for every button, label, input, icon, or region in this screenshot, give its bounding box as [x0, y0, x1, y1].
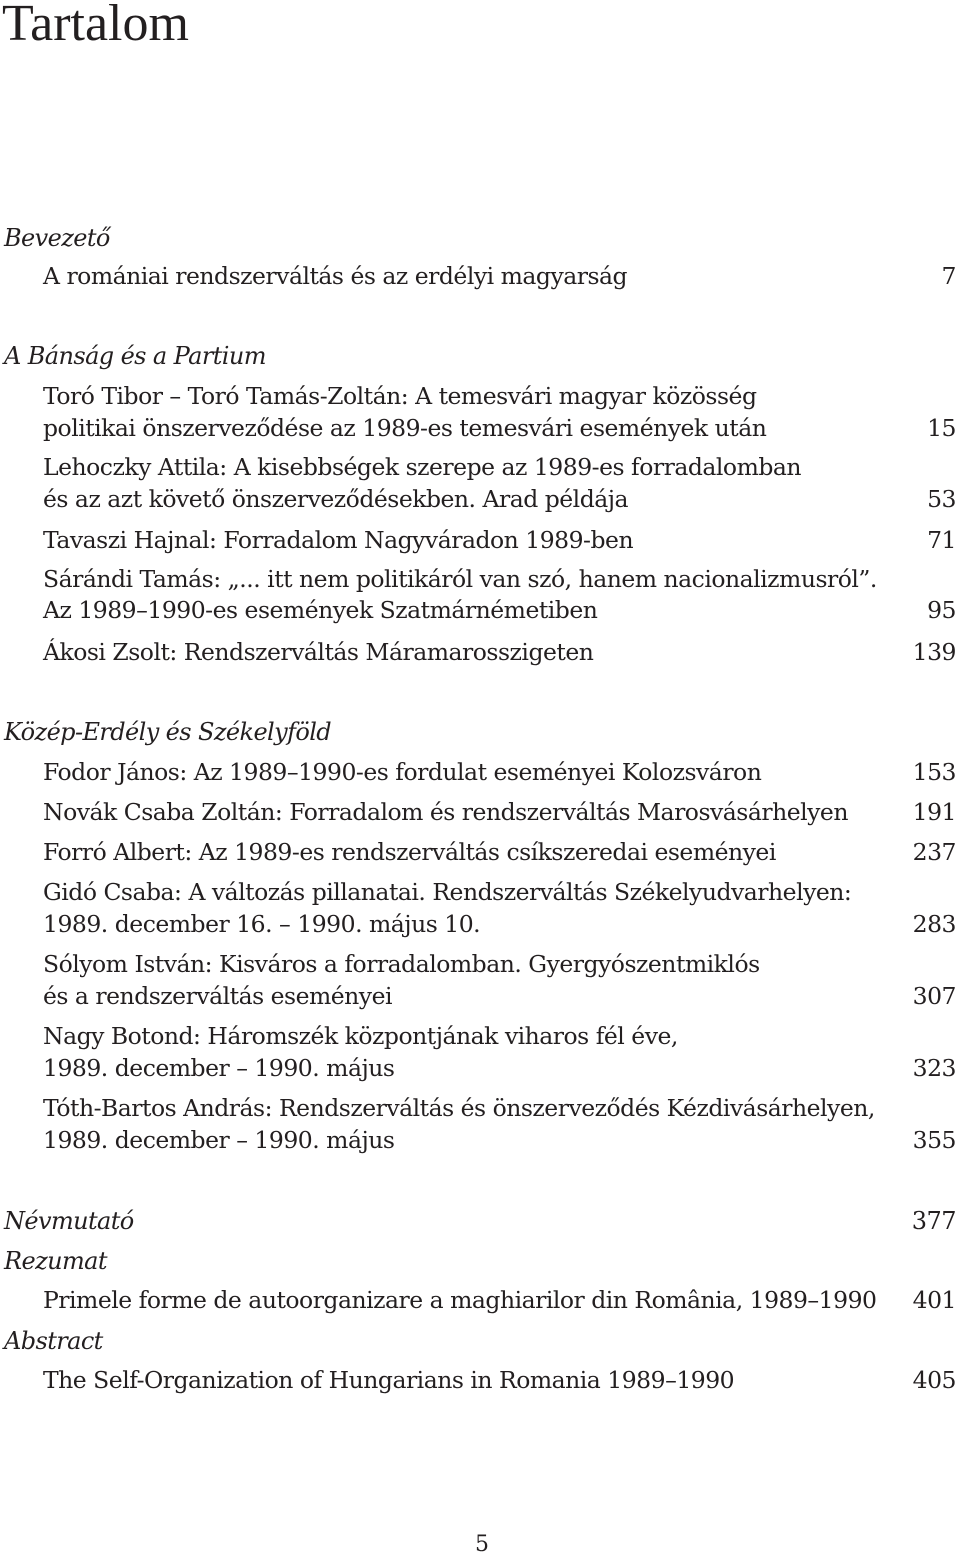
section-heading: Bevezető: [4, 224, 110, 252]
rezumat-entry[interactable]: [43, 1285, 956, 1317]
toc-entry[interactable]: [43, 381, 956, 444]
toc-entry-line: Lehoczky Attila: A kisebbségek szerepe az 1989-es forradalomban: [43, 453, 802, 481]
toc-entry-line: politikai önszerveződése az 1989-es temesvári események után 15: [43, 413, 956, 445]
toc-entry-line: The Self-Organization of Hungarians in Romania 1989–1990 405: [43, 1365, 956, 1397]
toc-entry-line: Ákosi Zsolt: Rendszerváltás Máramarosszigeten 139: [43, 637, 956, 669]
toc-entry-page-number: 7: [941, 262, 956, 290]
toc-entry-page-number: 283: [912, 909, 956, 938]
abstract-heading: Abstract: [4, 1327, 103, 1355]
index-entry[interactable]: [4, 1205, 956, 1237]
toc-entry-line: Gidó Csaba: A változás pillanatai. Rendszerváltás Székelyudvarhelyen:: [43, 878, 852, 906]
section-heading: Közép-Erdély és Székelyföld: [4, 718, 332, 746]
toc-entry-line: Fodor János: Az 1989–1990-es fordulat eseményei Kolozsváron 153: [43, 757, 956, 789]
page-number: 5: [475, 1532, 489, 1557]
toc-entry-page-number: 139: [912, 638, 956, 666]
toc-entry-line: és a rendszerváltás eseményei 307: [43, 981, 956, 1013]
toc-entry[interactable]: [43, 797, 956, 829]
index-page-number: 377: [911, 1207, 956, 1235]
toc-entry-line: 1989. december – 1990. május 355: [43, 1125, 956, 1157]
toc-entry[interactable]: [43, 637, 956, 669]
toc-entry[interactable]: [43, 261, 956, 293]
toc-entry-page-number: 405: [912, 1366, 956, 1394]
section-heading: A Bánság és a Partium: [4, 342, 266, 370]
index-label: Névmutató: [4, 1207, 134, 1235]
toc-entry[interactable]: [43, 877, 956, 940]
toc-entry-line: Novák Csaba Zoltán: Forradalom és rendszerváltás Marosvásárhelyen 191: [43, 797, 956, 829]
toc-entry-line: Sárándi Tamás: „... itt nem politikáról van szó, hanem nacionalizmusról”.: [43, 565, 877, 593]
toc-entry[interactable]: [43, 1021, 956, 1084]
toc-entry-page-number: 71: [927, 526, 956, 554]
toc-entry-line: Primele forme de autoorganizare a maghiarilor din România, 1989–1990 401: [43, 1285, 956, 1317]
toc-entry[interactable]: [43, 837, 956, 869]
toc-entry-page-number: 191: [912, 798, 956, 826]
toc-entry[interactable]: [43, 757, 956, 789]
rezumat-heading: Rezumat: [4, 1247, 107, 1275]
toc-entry[interactable]: [43, 452, 956, 515]
toc-entry[interactable]: [43, 525, 956, 557]
toc-entry-page-number: 307: [912, 981, 956, 1010]
toc-entry-page-number: 95: [927, 596, 956, 624]
toc-entry-page-number: 15: [927, 413, 956, 442]
toc-entry-line: Nagy Botond: Háromszék központjának viharos fél éve,: [43, 1022, 678, 1050]
toc-entry-page-number: 401: [912, 1286, 956, 1314]
abstract-entry[interactable]: [43, 1365, 956, 1397]
toc-entry-page-number: 237: [912, 838, 956, 866]
toc-entry-line: Tóth-Bartos András: Rendszerváltás és önszerveződés Kézdivásárhelyen,: [43, 1094, 875, 1122]
toc-entry[interactable]: [43, 949, 956, 1012]
toc-entry-line: Tavaszi Hajnal: Forradalom Nagyváradon 1989-ben 71: [43, 525, 956, 557]
toc-entry-line: A romániai rendszerváltás és az erdélyi magyarság 7: [43, 261, 956, 293]
toc-entry-line: Az 1989–1990-es események Szatmárnémetiben 95: [43, 596, 956, 624]
toc-entry-line: 1989. december 16. – 1990. május 10. 283: [43, 909, 956, 941]
page-title: Tartalom: [2, 0, 189, 52]
toc-entry-page-number: 323: [912, 1053, 956, 1082]
toc-entry[interactable]: [43, 564, 956, 626]
toc-entry-line: Forró Albert: Az 1989-es rendszerváltás csíkszeredai eseményei 237: [43, 837, 956, 869]
toc-entry-line: Sólyom István: Kisváros a forradalomban. Gyergyószentmiklós: [43, 950, 760, 978]
toc-entry-line: Toró Tibor – Toró Tamás-Zoltán: A temesvári magyar közösség: [43, 382, 757, 410]
toc-entry-line: 1989. december – 1990. május 323: [43, 1053, 956, 1085]
toc-entry-page-number: 53: [927, 484, 956, 513]
toc-entry[interactable]: [43, 1093, 956, 1156]
toc-entry-page-number: 355: [912, 1125, 956, 1154]
toc-entry-page-number: 153: [912, 758, 956, 786]
toc-entry-line: és az azt követő önszerveződésekben. Arad példája 53: [43, 484, 956, 516]
